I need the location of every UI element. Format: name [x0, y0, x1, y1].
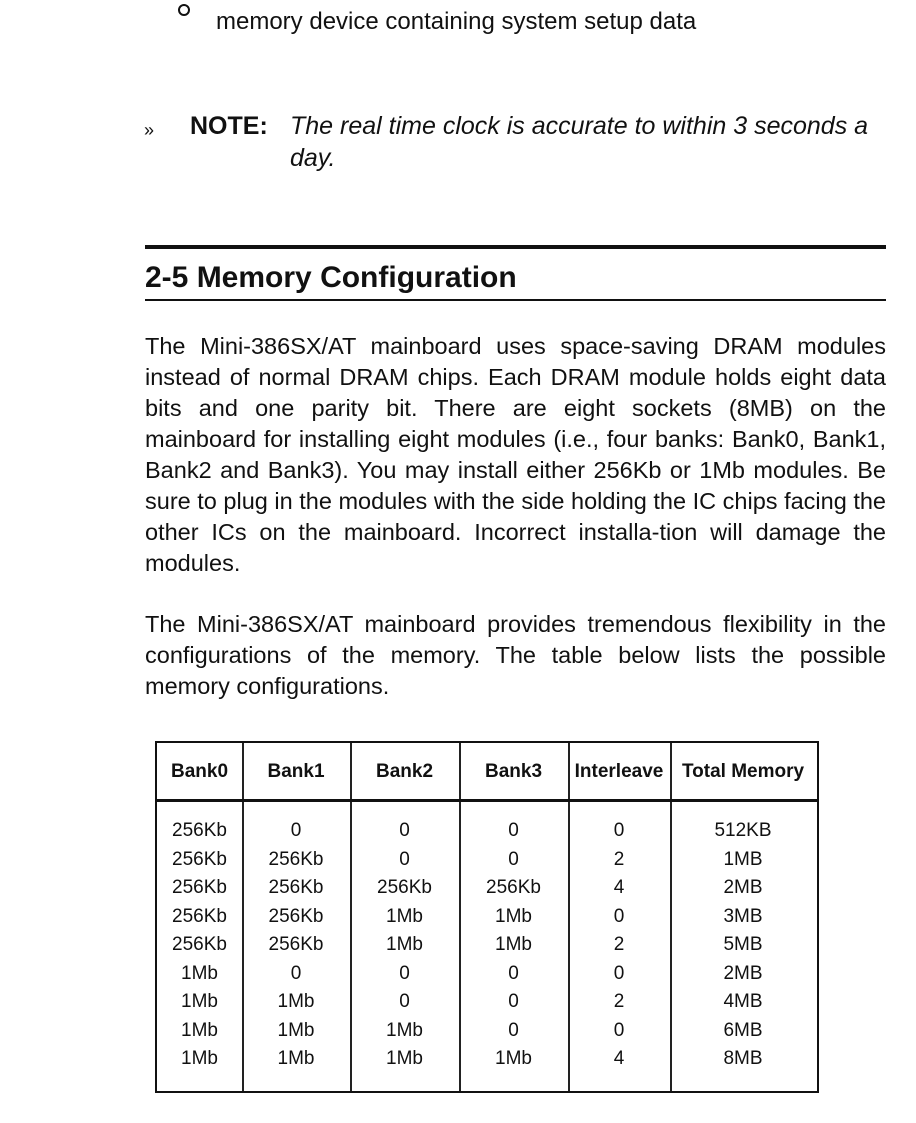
note-text: The real time clock is accurate to within 3 seconds a day.: [290, 112, 869, 172]
cell-bank0: 1Mb: [181, 1048, 218, 1069]
cell-total-memory: 8MB: [723, 1048, 763, 1069]
table-row: [157, 817, 817, 846]
cell-bank0: 256Kb: [172, 820, 227, 841]
table-row: [157, 846, 817, 875]
cell-total-memory: 5MB: [723, 934, 763, 955]
cell-bank2: 256Kb: [377, 877, 432, 898]
cell-bank2: 0: [399, 820, 410, 841]
cell-interleave: 0: [613, 962, 625, 984]
cell-total-memory: 1MB: [723, 848, 763, 870]
cell-total-memory: 3MB: [723, 905, 763, 927]
table-header-bank3: Bank3: [484, 761, 543, 782]
cell-bank0: 1Mb: [181, 962, 218, 984]
cell-bank1: 0: [290, 962, 302, 984]
cell-interleave: 2: [613, 934, 625, 955]
table-header-bank2: Bank2: [375, 761, 434, 782]
cell-bank0: 256Kb: [172, 934, 227, 955]
cell-bank2: 1Mb: [386, 1048, 423, 1069]
cell-bank3: 0: [508, 820, 519, 841]
cell-bank2: 1Mb: [386, 934, 423, 955]
cell-bank3: 1Mb: [495, 1048, 532, 1069]
cell-total-memory: 512KB: [714, 820, 772, 841]
cell-bank1: 1Mb: [277, 1019, 315, 1041]
cell-bank0: 256Kb: [172, 905, 227, 927]
table-header-bank0: Bank0: [170, 761, 229, 782]
table-header-bank1: Bank1: [267, 761, 325, 782]
cell-bank1: 256Kb: [268, 905, 324, 927]
bullet-text: memory device containing system setup data: [216, 8, 697, 35]
cell-bank0: 1Mb: [181, 991, 218, 1012]
note-marker: »: [144, 120, 155, 140]
header-divider: [157, 799, 817, 802]
cell-bank2: 0: [399, 962, 410, 984]
cell-bank3: 0: [508, 962, 519, 984]
cell-bank2: 1Mb: [386, 905, 423, 927]
cell-interleave: 0: [613, 1019, 625, 1041]
cell-total-memory: 2MB: [723, 962, 763, 984]
table-header-total-memory: Total Memory: [681, 761, 805, 782]
memory-config-table: [155, 741, 819, 1093]
cell-interleave: 2: [613, 848, 625, 870]
table-row: [157, 988, 817, 1017]
cell-bank3: 0: [508, 991, 519, 1012]
table-row: [157, 1045, 817, 1074]
paragraph-flexibility: The Mini-386SX/AT mainboard provides tremendous flexibility in the configurations of the memory. The table below lists the possible memory configurations.: [145, 611, 886, 699]
cell-interleave: 0: [613, 905, 625, 927]
cell-bank2: 0: [399, 848, 410, 870]
table-header-interleave: Interleave: [574, 761, 664, 782]
cell-bank3: 1Mb: [495, 934, 532, 955]
section-bottom-rule: [145, 299, 886, 301]
section-top-rule: [145, 245, 886, 249]
cell-bank0: 256Kb: [172, 877, 227, 898]
cell-bank1: 256Kb: [268, 848, 324, 870]
cell-bank3: 0: [508, 1019, 519, 1041]
table-row: [157, 931, 817, 960]
table-row: [157, 960, 817, 989]
cell-bank3: 0: [508, 848, 519, 870]
note-label: NOTE:: [190, 112, 268, 140]
section-title: 2-5 Memory Configuration: [145, 261, 517, 294]
cell-total-memory: 4MB: [723, 991, 763, 1012]
bullet-circle-icon: [178, 4, 190, 16]
cell-bank2: 1Mb: [386, 1019, 423, 1041]
cell-bank3: 1Mb: [495, 905, 532, 927]
cell-bank1: 1Mb: [277, 1048, 315, 1069]
table-body: [157, 817, 817, 1074]
cell-bank0: 256Kb: [172, 848, 227, 870]
cell-bank0: 1Mb: [181, 1019, 218, 1041]
cell-bank1: 256Kb: [268, 934, 324, 955]
cell-interleave: 2: [613, 991, 625, 1012]
cell-bank1: 256Kb: [268, 877, 324, 898]
cell-interleave: 4: [613, 1048, 625, 1069]
cell-bank3: 256Kb: [486, 877, 541, 898]
paragraph-memory-modules: The Mini-386SX/AT mainboard uses space-saving DRAM modules instead of normal DRAM chips. Each DRAM module holds eight data bits and one parity bit. There are eight sockets (8MB) on the mainboard for installing eight modules (i.e., four banks: Bank0, Bank1, Bank2 and Bank3). You may install either 256Kb or 1Mb modules. Be sure to plug in the modules with the side holding the IC chips facing the other ICs on the mainboard. Incorrect installa-tion will damage the modules.: [145, 333, 886, 576]
table-row: [157, 874, 817, 903]
cell-total-memory: 6MB: [723, 1019, 763, 1041]
cell-interleave: 0: [613, 820, 625, 841]
cell-interleave: 4: [613, 877, 625, 898]
table-row: [157, 903, 817, 932]
cell-bank1: 0: [290, 820, 302, 841]
table-row: [157, 1017, 817, 1046]
cell-bank2: 0: [399, 991, 410, 1012]
cell-bank1: 1Mb: [277, 991, 315, 1012]
cell-total-memory: 2MB: [723, 877, 763, 898]
